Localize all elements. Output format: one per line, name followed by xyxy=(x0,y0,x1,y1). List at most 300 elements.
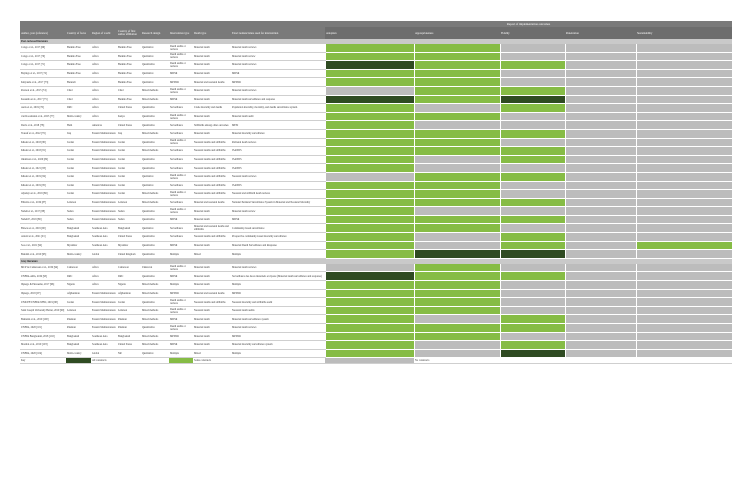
outcome-cell xyxy=(414,207,500,216)
table-cell: Southeast Asia xyxy=(91,332,117,341)
table-cell: Bamadsi et al., 2019 [100] xyxy=(20,315,66,324)
outcome-cell xyxy=(500,147,565,156)
table-cell: Eastern Mediterranean xyxy=(91,190,117,199)
outcome-cell xyxy=(325,289,414,298)
table-cell: Maternal death xyxy=(193,272,231,281)
table-cell: Multiple xyxy=(169,349,193,358)
outcome-cell xyxy=(636,341,732,350)
column-header: Intervention type xyxy=(169,27,193,39)
table-row xyxy=(20,112,732,121)
table-cell: Surveillance xyxy=(169,129,193,138)
outcome-cell xyxy=(414,215,500,224)
outcome-cell xyxy=(500,121,565,130)
outcome-cell xyxy=(500,78,565,87)
table-cell: Chad xyxy=(117,86,141,95)
table-cell: Bangladesh xyxy=(66,332,91,341)
outcome-cell xyxy=(636,164,732,173)
table-cell: Aljadeya et al., 2019 [86] xyxy=(20,190,66,199)
table-row xyxy=(20,250,732,259)
outcome-cell xyxy=(325,250,414,259)
table-cell: United States xyxy=(117,121,141,130)
table-row xyxy=(20,233,732,242)
outcome-cell xyxy=(325,61,414,70)
table-cell: Burkina Faso xyxy=(117,78,141,87)
table-cell: MDSR xyxy=(169,69,193,78)
outcome-cell xyxy=(565,104,636,113)
table-cell: Eastern Mediterranean xyxy=(91,215,117,224)
table-cell: MDSR xyxy=(169,215,193,224)
table-cell: Death audits or reviews xyxy=(169,207,193,216)
table-cell: MDSR xyxy=(231,215,325,224)
outcome-cell xyxy=(636,190,732,199)
table-cell: Eastern Mediterranean xyxy=(91,155,117,164)
outcome-cell xyxy=(565,281,636,290)
table-cell: Eastern Mediterranean xyxy=(91,164,117,173)
outcome-cell xyxy=(565,241,636,250)
outcome-cell xyxy=(636,172,732,181)
outcome-cell xyxy=(565,164,636,173)
outcome-cell xyxy=(636,224,732,233)
table-cell: Quantitative xyxy=(141,121,169,130)
outcome-cell xyxy=(636,324,732,333)
table-cell: Afghanistan xyxy=(66,289,91,298)
table-row xyxy=(20,121,732,130)
table-cell: Maternal death xyxy=(193,315,231,324)
outcome-cell xyxy=(325,52,414,61)
outcome-cell xyxy=(414,121,500,130)
table-cell: Mixed methods xyxy=(141,306,169,315)
table-cell: Quantitative xyxy=(141,215,169,224)
key-some-label: Some constructs xyxy=(193,358,325,364)
outcome-cell xyxy=(500,190,565,199)
outcome-header: Appropriateness xyxy=(414,27,500,39)
outcome-cell xyxy=(636,86,732,95)
outcome-cell xyxy=(325,324,414,333)
outcome-cell xyxy=(414,95,500,104)
table-cell: Neonatal deaths and stillbirths xyxy=(193,155,231,164)
outcome-cell xyxy=(565,69,636,78)
table-cell: Qualitative xyxy=(141,349,169,358)
table-cell: JSANDS xyxy=(231,147,325,156)
outcome-cell xyxy=(414,190,500,199)
table-cell: MPDSR xyxy=(169,332,193,341)
table-cell: ElKalla et al., 2019 [87] xyxy=(20,198,66,207)
table-cell: MPDSR xyxy=(231,78,325,87)
table-cell: Surveillance xyxy=(169,121,193,130)
outcome-cell xyxy=(325,155,414,164)
outcome-cell xyxy=(500,272,565,281)
table-row xyxy=(20,298,732,307)
table-cell: Burkina Faso xyxy=(66,44,91,52)
table-row xyxy=(20,190,732,199)
table-cell: Jordan xyxy=(66,172,91,181)
table-cell: Jordan xyxy=(117,190,141,199)
table-cell: MDSR xyxy=(169,95,193,104)
outcome-cell xyxy=(636,207,732,216)
outcome-cell xyxy=(500,69,565,78)
outcome-cell xyxy=(565,44,636,52)
table-cell: Quantitative xyxy=(141,155,169,164)
table-cell: Myanmar xyxy=(117,241,141,250)
outcome-cell xyxy=(414,298,500,307)
table-cell: JSANDS xyxy=(231,155,325,164)
outcome-cell xyxy=(414,324,500,333)
table-cell: Quantitative xyxy=(141,324,169,333)
table-row xyxy=(20,332,732,341)
outcome-cell xyxy=(414,52,500,61)
outcome-cell xyxy=(414,44,500,52)
outcome-cell xyxy=(414,104,500,113)
table-cell: DRC xyxy=(117,272,141,281)
outcome-header: Adoption xyxy=(325,27,414,39)
table-row xyxy=(20,272,732,281)
table-cell: Death audits or reviews xyxy=(169,324,193,333)
table-cell: Surveillance xyxy=(169,104,193,113)
outcome-cell xyxy=(500,315,565,324)
table-cell: Eastern Mediterranean xyxy=(91,298,117,307)
outcome-cell xyxy=(414,281,500,290)
table-cell: Community-based surveillance xyxy=(231,224,325,233)
table-cell: Surveillance xyxy=(169,164,193,173)
outcome-cell xyxy=(500,233,565,242)
table-cell: Okdelson et al., 2020 [82] xyxy=(20,155,66,164)
outcome-cell xyxy=(636,95,732,104)
table-cell: Pakistan xyxy=(66,324,91,333)
table-row xyxy=(20,181,732,190)
table-cell: Chad xyxy=(66,86,91,95)
table-cell: Bangladesh xyxy=(117,224,141,233)
table-cell: Mixed methods xyxy=(141,129,169,138)
outcome-cell xyxy=(414,155,500,164)
outcome-cell xyxy=(500,250,565,259)
table-cell: DRC xyxy=(66,272,91,281)
table-cell: Jordan xyxy=(117,138,141,147)
outcome-cell xyxy=(500,349,565,358)
table-cell: Lebanon xyxy=(66,306,91,315)
outcome-cell xyxy=(500,129,565,138)
table-row xyxy=(20,147,732,156)
outcome-cell xyxy=(500,298,565,307)
table-cell: Maternal death xyxy=(193,69,231,78)
table-cell: Death audits or reviews xyxy=(169,264,193,272)
table-row xyxy=(20,61,732,70)
outcome-cell xyxy=(565,147,636,156)
table-cell: Maternal and neonatal deaths xyxy=(193,78,231,87)
table-row xyxy=(20,349,732,358)
table-cell: Eastern Mediterranean xyxy=(91,315,117,324)
table-cell: Kinyanda et al., 2017 [73] xyxy=(20,78,66,87)
table-cell: Neonatal deaths and stillbirths xyxy=(193,190,231,199)
table-cell: Quantitative xyxy=(141,241,169,250)
table-cell: van Roosmalen et al., 2023 [77] xyxy=(20,112,66,121)
table-cell: Southeast Asia xyxy=(91,233,117,242)
table-cell: Nabeh E, 2019 [89] xyxy=(20,215,66,224)
outcome-cell xyxy=(636,138,732,147)
outcome-cell xyxy=(414,198,500,207)
outcome-cell xyxy=(414,112,500,121)
table-cell: Neonatal deaths and stillbirths xyxy=(193,147,231,156)
outcome-cell xyxy=(414,315,500,324)
table-cell: Lebanon xyxy=(117,306,141,315)
outcome-cell xyxy=(636,272,732,281)
table-cell: Eastern Mediterranean xyxy=(91,207,117,216)
table-cell: Maternal death xyxy=(193,332,231,341)
table-cell: Surveillance xyxy=(169,155,193,164)
table-cell: Khader et al., 2021 [83] xyxy=(20,164,66,173)
table-cell: Jordan xyxy=(117,172,141,181)
table-cell: Maternal and neonatal deaths xyxy=(193,289,231,298)
table-cell: Maternal death reviews xyxy=(231,86,325,95)
outcome-cell xyxy=(325,207,414,216)
key-row xyxy=(20,358,732,364)
table-cell: Burkina Faso xyxy=(66,52,91,61)
table-row xyxy=(20,104,732,113)
table-cell: Burkina Faso xyxy=(117,52,141,61)
table-cell: Unknown xyxy=(141,264,169,272)
table-cell: Mixed methods xyxy=(141,341,169,350)
table-cell: Maternal death surveillance system xyxy=(231,315,325,324)
outcome-cell xyxy=(500,215,565,224)
outcome-cell xyxy=(414,172,500,181)
table-cell: UNICEF/UNFPA/WHO, 2019 [98] xyxy=(20,298,66,307)
table-cell: Global xyxy=(91,349,117,358)
outcome-cell xyxy=(325,332,414,341)
outcome-cell xyxy=(636,129,732,138)
table-cell: Burundi xyxy=(66,78,91,87)
table-cell: Neonatal and stillbirth death reviews xyxy=(231,190,325,199)
table-cell: Congo et al., 2017 [71] xyxy=(20,61,66,70)
table-cell: Burkina Faso xyxy=(66,69,91,78)
table-cell: Eastern Mediterranean xyxy=(91,306,117,315)
outcome-cell xyxy=(325,95,414,104)
outcome-cell xyxy=(636,250,732,259)
outcome-cell xyxy=(500,164,565,173)
table-cell: Africa xyxy=(91,44,117,52)
table-cell: JSANDS xyxy=(231,164,325,173)
column-header: Research design xyxy=(141,27,169,39)
key-none-label: No constructs xyxy=(414,358,732,364)
outcome-header: Sustainability xyxy=(636,27,732,39)
outcome-cell xyxy=(565,298,636,307)
outcome-cell xyxy=(565,272,636,281)
table-cell: Mixed methods xyxy=(141,147,169,156)
outcome-cell xyxy=(500,224,565,233)
table-cell: Surveillance xyxy=(169,198,193,207)
table-cell: Bangladesh xyxy=(66,224,91,233)
table-cell: Mixed methods xyxy=(141,332,169,341)
outcome-cell xyxy=(414,250,500,259)
section-title: Grey literature xyxy=(20,258,732,264)
table-cell: Africa xyxy=(91,272,117,281)
table-cell: Maternal death xyxy=(193,95,231,104)
table-cell: Perinatal death reviews xyxy=(231,138,325,147)
outcome-cell xyxy=(636,289,732,298)
table-body xyxy=(20,39,732,364)
table-cell: Sudan xyxy=(66,207,91,216)
table-cell: MPDSR xyxy=(169,78,193,87)
outcome-cell xyxy=(500,112,565,121)
outcome-cell xyxy=(500,52,565,61)
outcome-cell xyxy=(325,181,414,190)
table-cell: Maternal mortality surveillance system xyxy=(231,341,325,350)
outcome-cell xyxy=(565,341,636,350)
table-cell: Khader et al., 2019 [85] xyxy=(20,181,66,190)
table-cell: Maternal death xyxy=(193,207,231,216)
table-cell: Biswas et al., 2019 [90] xyxy=(20,224,66,233)
table-cell: MDSR xyxy=(169,272,193,281)
table-cell: Multiple xyxy=(231,349,325,358)
outcome-cell xyxy=(414,69,500,78)
table-cell: Prospective community-based mortality surveillance xyxy=(231,233,325,242)
outcome-cell xyxy=(565,190,636,199)
table-cell: Burkina Faso xyxy=(117,69,141,78)
outcome-cell xyxy=(325,349,414,358)
key-all-swatch xyxy=(66,358,91,364)
outcome-cell xyxy=(500,181,565,190)
outcome-cell xyxy=(325,147,414,156)
outcome-cell xyxy=(565,138,636,147)
outcome-cell xyxy=(500,86,565,95)
table-cell: MPDSR xyxy=(231,289,325,298)
table-row xyxy=(20,78,732,87)
table-cell: Africa xyxy=(91,281,117,290)
table-cell: Southeast Asia xyxy=(91,224,117,233)
table-cell: Burkina Faso xyxy=(66,61,91,70)
outcome-cell xyxy=(325,198,414,207)
table-cell: Eastern Mediterranean xyxy=(91,172,117,181)
outcome-cell xyxy=(565,349,636,358)
table-cell: Sudan xyxy=(66,215,91,224)
table-cell: Death audits or reviews xyxy=(169,172,193,181)
table-cell: UNFPA, 2020 [104] xyxy=(20,349,66,358)
outcome-cell xyxy=(325,172,414,181)
outcome-cell xyxy=(325,224,414,233)
table-cell: Mondal et al., 2019 [103] xyxy=(20,341,66,350)
table-cell: Congo et al., 2017 [69] xyxy=(20,44,66,52)
table-cell: Africa xyxy=(91,264,117,272)
outcome-cell xyxy=(325,86,414,95)
table-cell: Maternal and neonatal deaths xyxy=(193,198,231,207)
table-cell: Soe et al., 2021 [92] xyxy=(20,241,66,250)
table-cell: Burkina Faso xyxy=(117,44,141,52)
outcome-cell xyxy=(636,298,732,307)
table-cell: Maternal death review xyxy=(231,52,325,61)
table-cell: National Perinatal Surveillance System in Maternal and Neonatal Mortality xyxy=(231,198,325,207)
table-cell: Death audits or reviews xyxy=(169,44,193,52)
table-cell: Maternal death xyxy=(193,264,231,272)
outcome-cell xyxy=(565,198,636,207)
table-cell: Qualitative xyxy=(141,78,169,87)
outcome-cell xyxy=(325,78,414,87)
table-cell: Jordan xyxy=(66,298,91,307)
key-all-label: All constructs xyxy=(91,358,169,364)
table-cell: UNFPA Bangladesh, 2018 [102] xyxy=(20,332,66,341)
outcome-cell xyxy=(565,95,636,104)
table-cell: Death audits or reviews xyxy=(169,298,193,307)
table-cell: Eastern Mediterranean xyxy=(91,147,117,156)
table-cell: MDSR xyxy=(169,341,193,350)
table-cell: Death audits or reviews xyxy=(169,61,193,70)
outcome-cell xyxy=(636,112,732,121)
table-cell: Africa xyxy=(91,104,117,113)
table-cell: DRC xyxy=(66,104,91,113)
outcome-cell xyxy=(565,155,636,164)
table-cell: Multiple xyxy=(169,250,193,259)
outcome-cell xyxy=(414,129,500,138)
outcome-cell xyxy=(565,332,636,341)
table-cell: Africa xyxy=(91,112,117,121)
table-cell: Neonatal deaths and stillbirths xyxy=(193,138,231,147)
outcome-cell xyxy=(636,264,732,272)
outcome-cell xyxy=(500,207,565,216)
outcome-cell xyxy=(500,324,565,333)
table-cell: Multi-country xyxy=(66,349,91,358)
table-row xyxy=(20,289,732,298)
outcome-cell xyxy=(636,104,732,113)
table-row xyxy=(20,264,732,272)
table-cell: Jhpiego, 2018 [97] xyxy=(20,289,66,298)
table-cell: Quantitative xyxy=(141,298,169,307)
table-cell: Africa xyxy=(91,86,117,95)
table-cell: United Kingdom xyxy=(117,250,141,259)
table-cell: Jordan xyxy=(117,147,141,156)
table-cell: Pakistan xyxy=(66,315,91,324)
table-cell: Jordan xyxy=(66,138,91,147)
outcome-cell xyxy=(565,224,636,233)
table-cell: Jordan xyxy=(66,155,91,164)
table-cell: Nabeh et al., 2017 [88] xyxy=(20,207,66,216)
table-cell: Maternal death xyxy=(193,324,231,333)
column-header: Author, year (reference) xyxy=(20,27,66,39)
table-cell: Africa xyxy=(91,52,117,61)
table-row xyxy=(20,207,732,216)
table-cell: Population mortality, mortality, and deaths surveillance system xyxy=(231,104,325,113)
table-cell: Death audits or reviews xyxy=(169,306,193,315)
table-cell: Maternal death reviews xyxy=(231,61,325,70)
table-cell: Saint Joseph University Beirut, 2019 [99] xyxy=(20,306,66,315)
table-cell: Lebanon xyxy=(66,198,91,207)
table-cell: Death audits or reviews xyxy=(169,86,193,95)
outcome-cell xyxy=(565,289,636,298)
table-cell: Maternal death surveillance and response xyxy=(231,95,325,104)
table-cell: Chad xyxy=(66,95,91,104)
table-cell: Bangladesh xyxy=(66,341,91,350)
outcome-cell xyxy=(565,129,636,138)
outcome-cell xyxy=(565,52,636,61)
table-cell: Death audits or reviews xyxy=(169,112,193,121)
outcome-cell xyxy=(325,315,414,324)
table-cell: Multi-country xyxy=(66,250,91,259)
outcome-cell xyxy=(565,86,636,95)
outcome-cell xyxy=(414,332,500,341)
table-cell: Global xyxy=(91,250,117,259)
table-row xyxy=(20,95,732,104)
table-cell: United States xyxy=(117,104,141,113)
table-cell: Pearson et al., 2015 [74] xyxy=(20,86,66,95)
table-row xyxy=(20,138,732,147)
outcome-cell xyxy=(500,44,565,52)
table-cell: Neonatal death audits xyxy=(231,306,325,315)
table-cell: Maternal death xyxy=(193,44,231,52)
table-cell: Jordan xyxy=(117,164,141,173)
outcome-cell xyxy=(325,44,414,52)
outcome-cell xyxy=(414,349,500,358)
table-cell: Eastern Mediterranean xyxy=(91,138,117,147)
section-title: Peer-reviewed literature xyxy=(20,39,732,44)
outcome-header: Fidelity xyxy=(500,27,565,39)
table-row xyxy=(20,69,732,78)
table-cell: MDSR xyxy=(169,241,193,250)
